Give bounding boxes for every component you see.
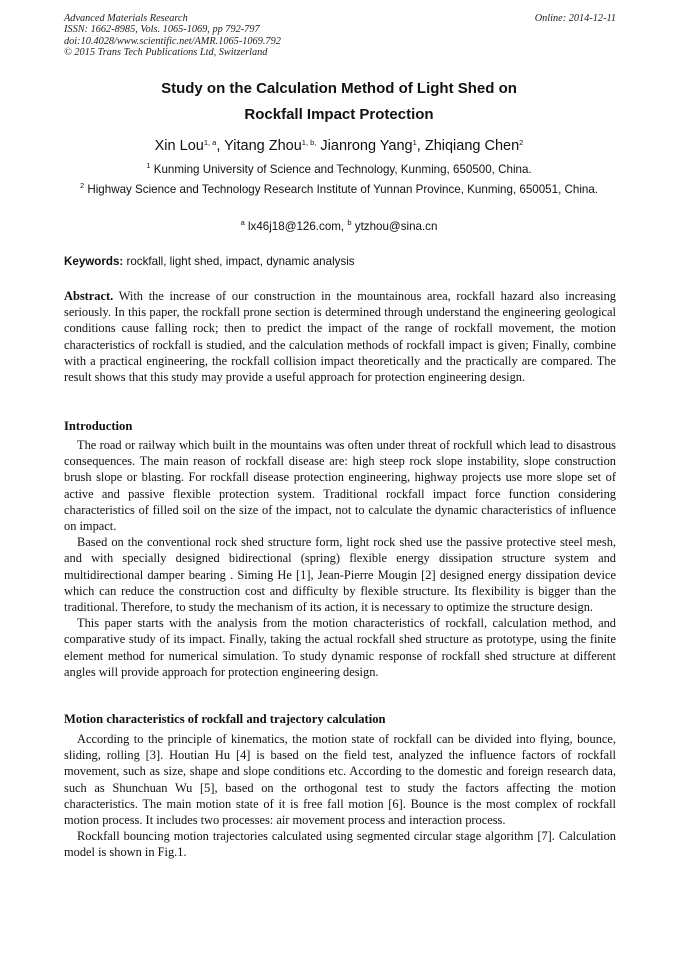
author-separator: ,	[416, 138, 425, 154]
section-heading-motion: Motion characteristics of rockfall and trajectory calculation	[64, 712, 386, 726]
paragraph: The road or railway which built in the mountains was often under threat of rockfull which lead to disastrous consequences. The main reason of rockfall disease are: high steep rock slope instability, slope construction brush slope or blasting. For rockfall disease protection engineering, highway projects use more slope set of active and passive flexible protection system. Traditional rockfall impact force function considering characteristics of filled soil on the size of the impact, not to calculate the dynamic characteristics of influence on impact.	[64, 438, 616, 534]
email-link[interactable]: lx46j18@126.com,	[244, 220, 348, 233]
online-date: Online: 2014-12-11	[534, 13, 616, 24]
affiliation-2	[64, 182, 614, 198]
abstract-text: With the increase of our construction in the mountainous area, rockfall hazard also increasing seriously. In this paper, the rockfall prone section is determined through understand the engineering geological conditions cause falling rock; then to predict the impact of the range of rockfall movement, the motion characteristics of rockfall is studied, and the calculation methods of rockfall impact is given; Finally, combine with a practical engineering, the rockfall collision impact theoretically and the practically are compared. The result shows that this study may provide a useful approach for protection engineering design.	[64, 289, 616, 385]
email-marker: a	[240, 218, 245, 227]
paragraph: According to the principle of kinematics, the motion state of rockfall can be divided into flying, bounce, sliding, rolling [3]. Houtian Hu [4] is based on the field test, analyzed the influence factors of rockfall movement, such as size, shape and slope conditions etc. According to the domestic and foreign research data, such as Shunchuan Wu [5], based on the orthogonal test to study the factors affecting the motion characteristics. The main motion state of it is free fall motion [6]. Bounce is the most complex of rockfall motion process. It includes two processes: air movement process and interaction process.	[64, 732, 616, 828]
motion-body	[64, 731, 616, 861]
author-affiliation-marker: 1, a	[203, 138, 217, 147]
email-marker: b	[347, 218, 352, 227]
affiliation-text: Kunming University of Science and Technology, Kunming, 650500, China.	[150, 163, 532, 176]
doi-link[interactable]: doi:10.4028/www.scientific.net/AMR.1065-1069.792	[64, 35, 281, 47]
author-name: Zhiqiang Chen	[424, 138, 520, 154]
affiliation-marker: 2	[79, 181, 85, 190]
keywords	[64, 254, 616, 270]
journal-header	[64, 13, 616, 58]
abstract-label: Abstract.	[64, 289, 114, 303]
author-name: Xin Lou	[154, 138, 204, 154]
author-affiliation-marker: 1	[412, 138, 417, 147]
keywords-label: Keywords:	[64, 255, 124, 268]
section-heading-introduction: Introduction	[64, 419, 133, 433]
author-affiliation-marker: 2	[519, 138, 524, 147]
author-name: Yitang Zhou	[224, 138, 302, 154]
affiliation-1	[64, 162, 614, 178]
paragraph: Rockfall bouncing motion trajectories calculated using segmented circular stage algorithm [7]. Calculation model is shown in Fig.1.	[64, 829, 616, 860]
paper-title-line-1: Study on the Calculation Method of Light Shed on	[161, 80, 517, 97]
affiliation-marker: 1	[146, 161, 151, 170]
email-link[interactable]: ytzhou@sina.cn	[351, 220, 438, 233]
author-name: Jianrong Yang	[320, 138, 413, 154]
author-emails	[64, 219, 614, 235]
paper-title-line-2: Rockfall Impact Protection	[244, 106, 434, 123]
journal-name: Advanced Materials Research	[64, 13, 188, 24]
abstract	[64, 288, 616, 385]
affiliation-text: Highway Science and Technology Research Institute of Yunnan Province, Kunming, 650051, China.	[84, 183, 599, 196]
copyright-line: © 2015 Trans Tech Publications Ltd, Switzerland	[64, 46, 268, 58]
introduction-body	[64, 437, 616, 680]
author-separator: ,	[216, 138, 225, 154]
paragraph: This paper starts with the analysis from the motion characteristics of rockfall, calculation method, and comparative study of its impact. Finally, taking the actual rockfall shed structure as prototype, using the finite element method for numerical simulation. To study dynamic response of rockfall shed structure at different angles will provide approach for protection engineering design.	[64, 616, 616, 679]
issn-line: ISSN: 1662-8985, Vols. 1065-1069, pp 792-797	[64, 24, 260, 36]
author-list	[30, 137, 648, 155]
keywords-text: rockfall, light shed, impact, dynamic analysis	[123, 255, 355, 268]
author-affiliation-marker: 1, b,	[301, 138, 317, 147]
paragraph: Based on the conventional rock shed structure form, light rock shed use the passive protective steel mesh, and with specially designed bidirectional (spring) flexible energy dissipation structure system and multidirectional damper bearing . Siming He [1], Jean-Pierre Mougin [2] designed energy dissipation device which can reduce the construction cost and difficulty by flexible structure. Its flexibility is bigger than the traditional. Therefore, to study the mechanism of its action, it is necessary to optimize the structure design.	[64, 535, 616, 615]
